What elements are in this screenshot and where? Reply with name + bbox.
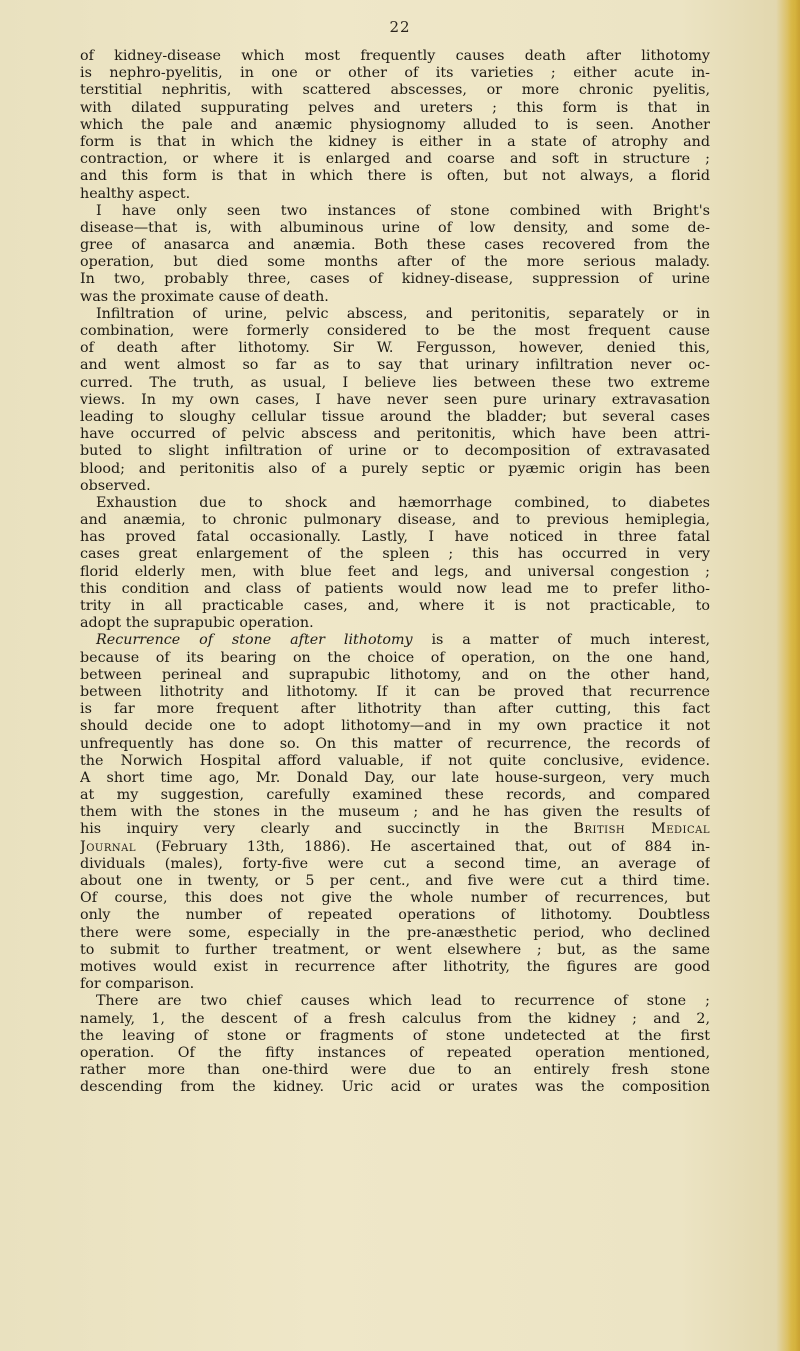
text-line xyxy=(80,821,710,838)
text-line xyxy=(80,168,710,185)
text-run: have occurred of pelvic abscess and peritonitis, which have been attri- xyxy=(80,426,710,443)
text-line xyxy=(80,340,710,357)
text-run: has proved fatal occasionally. Lastly, I have noticed in three fatal xyxy=(80,529,710,546)
text-run: this condition and class of patients would now lead me to prefer litho- xyxy=(80,580,710,597)
page-number: 22 xyxy=(389,18,411,36)
text-line xyxy=(80,804,710,821)
text-line xyxy=(80,873,710,890)
text-run: form is that in which the kidney is either in a state of atrophy and xyxy=(80,133,710,150)
text-line xyxy=(80,357,710,374)
text-run: views. In my own cases, I have never seen pure urinary extravasation xyxy=(80,391,710,408)
text-line xyxy=(80,48,710,65)
text-run: gree of anasarca and anæmia. Both these cases recovered from the xyxy=(80,237,710,254)
text-line xyxy=(80,925,710,942)
text-run: about one in twenty, or 5 per cent., and five were cut a third time. xyxy=(80,873,710,889)
text-run: of death after lithotomy. Sir W. Fergusson, however, denied this, xyxy=(80,340,710,357)
text-line xyxy=(80,787,710,804)
text-run: the leaving of stone or fragments of stone undetected at the first xyxy=(80,1027,710,1044)
text-run: at my suggestion, carefully examined these records, and compared xyxy=(80,787,710,804)
italic-run: Recurrence of stone after lithotomy xyxy=(96,632,413,649)
text-line xyxy=(80,512,710,529)
text-line xyxy=(80,753,710,770)
text-line xyxy=(80,323,710,340)
text-line xyxy=(80,701,710,718)
text-line xyxy=(80,117,710,134)
text-line xyxy=(80,1045,710,1062)
text-run: curred. The truth, as usual, I believe lies between these two extreme xyxy=(80,374,710,391)
text-run: There are two chief causes which lead to recurrence of stone ; xyxy=(96,993,710,1010)
text-run: is nephro-pyelitis, in one or other of its varieties ; either acute in- xyxy=(80,65,710,82)
text-run: rather more than one-third were due to an entirely fresh stone xyxy=(80,1062,710,1079)
text-run: healthy aspect. xyxy=(80,185,191,202)
text-line xyxy=(80,65,710,82)
text-line xyxy=(80,1028,710,1045)
text-run: was the proximate cause of death. xyxy=(80,288,329,305)
page-edge xyxy=(788,0,800,1351)
text-line xyxy=(80,134,710,151)
text-run: with dilated suppurating pelves and ureters ; this form is that in xyxy=(80,99,710,116)
text-line xyxy=(80,564,710,581)
text-line xyxy=(80,1079,710,1096)
text-run: which the pale and anæmic physiognomy alluded to is seen. Another xyxy=(80,116,710,133)
text-run: namely, 1, the descent of a fresh calculus from the kidney ; and 2, xyxy=(80,1010,710,1027)
text-line xyxy=(80,770,710,787)
text-run: adopt the suprapubic operation. xyxy=(80,615,314,632)
text-run: because of its bearing on the choice of operation, on the one hand, xyxy=(80,649,710,666)
text-run: Infiltration of urine, pelvic abscess, and peritonitis, separately or in xyxy=(96,305,710,322)
text-line xyxy=(80,100,710,117)
text-line xyxy=(80,856,710,873)
text-line xyxy=(80,306,710,323)
text-line xyxy=(80,615,710,632)
text-line xyxy=(80,478,710,495)
text-run: (February 13th, 1886). He ascertained that, out of 884 in- xyxy=(136,838,710,855)
text-line xyxy=(80,375,710,392)
text-run: and this form is that in which there is often, but not always, a florid xyxy=(80,168,710,185)
text-line xyxy=(80,718,710,735)
text-line xyxy=(80,409,710,426)
text-line xyxy=(80,890,710,907)
text-run: between lithotrity and lithotomy. If it can be proved that recurrence xyxy=(80,683,710,700)
text-run: I have only seen two instances of stone combined with Bright's xyxy=(96,202,710,219)
text-line xyxy=(80,598,710,615)
text-line xyxy=(80,392,710,409)
text-line xyxy=(80,650,710,667)
text-run: buted to slight infiltration of urine or to decomposition of extravasated xyxy=(80,443,710,460)
text-line xyxy=(80,667,710,684)
text-run: motives would exist in recurrence after lithotrity, the figures are good xyxy=(80,958,710,975)
text-line xyxy=(80,581,710,598)
text-line xyxy=(80,632,710,649)
text-line xyxy=(80,271,710,288)
text-run: only the number of repeated operations of lithotomy. Doubtless xyxy=(80,907,710,924)
text-line xyxy=(80,976,710,993)
text-run: them with the stones in the museum ; and he has given the results of xyxy=(80,804,710,821)
text-run: cases great enlargement of the spleen ; this has occurred in very xyxy=(80,546,710,563)
text-line xyxy=(80,993,710,1010)
text-line xyxy=(80,942,710,959)
text-run: disease—that is, with albuminous urine of low density, and some de- xyxy=(80,219,710,236)
smallcaps-run: Journal xyxy=(80,838,136,855)
text-line xyxy=(80,546,710,563)
text-run: combination, were formerly considered to be the most frequent cause xyxy=(80,323,710,339)
text-run: between perineal and suprapubic lithotomy, and on the other hand, xyxy=(80,666,710,683)
text-run: observed. xyxy=(80,477,151,494)
text-run: leading to sloughy cellular tissue around the bladder; but several cases xyxy=(80,408,710,425)
text-line xyxy=(80,1011,710,1028)
text-line xyxy=(80,495,710,512)
text-line xyxy=(80,959,710,976)
text-run: trity in all practicable cases, and, where it is not practicable, to xyxy=(80,598,710,614)
text-line xyxy=(80,426,710,443)
text-run: there were some, especially in the pre-anæsthetic period, who declined xyxy=(80,924,710,941)
text-line xyxy=(80,237,710,254)
text-run: terstitial nephritis, with scattered abscesses, or more chronic pyelitis, xyxy=(80,82,710,99)
text-run: to submit to further treatment, or went elsewhere ; but, as the same xyxy=(80,941,710,958)
text-run: blood; and peritonitis also of a purely septic or pyæmic origin has been xyxy=(80,460,710,477)
text-line xyxy=(80,289,710,306)
text-run: dividuals (males), forty-five were cut a second time, an average of xyxy=(80,855,710,872)
text-run: unfrequently has done so. On this matter of recurrence, the records of xyxy=(80,735,710,752)
text-run: his inquiry very clearly and succinctly in the xyxy=(80,821,574,838)
text-line xyxy=(80,151,710,168)
text-line xyxy=(80,461,710,478)
text-line xyxy=(80,203,710,220)
text-line xyxy=(80,736,710,753)
text-run: A short time ago, Mr. Donald Day, our late house-surgeon, very much xyxy=(80,769,710,786)
text-run: for comparison. xyxy=(80,976,195,993)
text-run: operation, but died some months after of the more serious malady. xyxy=(80,254,710,271)
text-run: contraction, or where it is enlarged and coarse and soft in structure ; xyxy=(80,151,710,168)
text-run: operation. Of the fifty instances of repeated operation mentioned, xyxy=(80,1044,710,1061)
body-text xyxy=(80,48,710,1096)
text-line xyxy=(80,186,710,203)
text-line xyxy=(80,254,710,271)
text-run: is a matter of much interest, xyxy=(412,632,710,649)
text-run: descending from the kidney. Uric acid or urates was the composition xyxy=(80,1079,710,1096)
text-run: Exhaustion due to shock and hæmorrhage combined, to diabetes xyxy=(96,494,710,511)
text-run: In two, probably three, cases of kidney-disease, suppression of urine xyxy=(80,271,710,288)
text-run: should decide one to adopt lithotomy—and in my own practice it not xyxy=(80,718,710,735)
text-run: is far more frequent after lithotrity than after cutting, this fact xyxy=(80,701,710,718)
text-line xyxy=(80,529,710,546)
text-run: and anæmia, to chronic pulmonary disease, and to previous hemiplegia, xyxy=(80,512,710,529)
text-line xyxy=(80,1062,710,1079)
text-line xyxy=(80,839,710,856)
text-run: the Norwich Hospital afford valuable, if not quite conclusive, evidence. xyxy=(80,752,710,769)
text-run: Of course, this does not give the whole number of recurrences, but xyxy=(80,890,710,907)
text-run: and went almost so far as to say that urinary infiltration never oc- xyxy=(80,357,710,374)
smallcaps-run: British Medical xyxy=(573,821,710,838)
text-line xyxy=(80,443,710,460)
text-run: florid elderly men, with blue feet and legs, and universal congestion ; xyxy=(80,563,710,580)
text-line xyxy=(80,82,710,99)
text-line xyxy=(80,684,710,701)
text-line xyxy=(80,907,710,924)
text-line xyxy=(80,220,710,237)
text-run: of kidney-disease which most frequently causes death after lithotomy xyxy=(80,48,710,64)
